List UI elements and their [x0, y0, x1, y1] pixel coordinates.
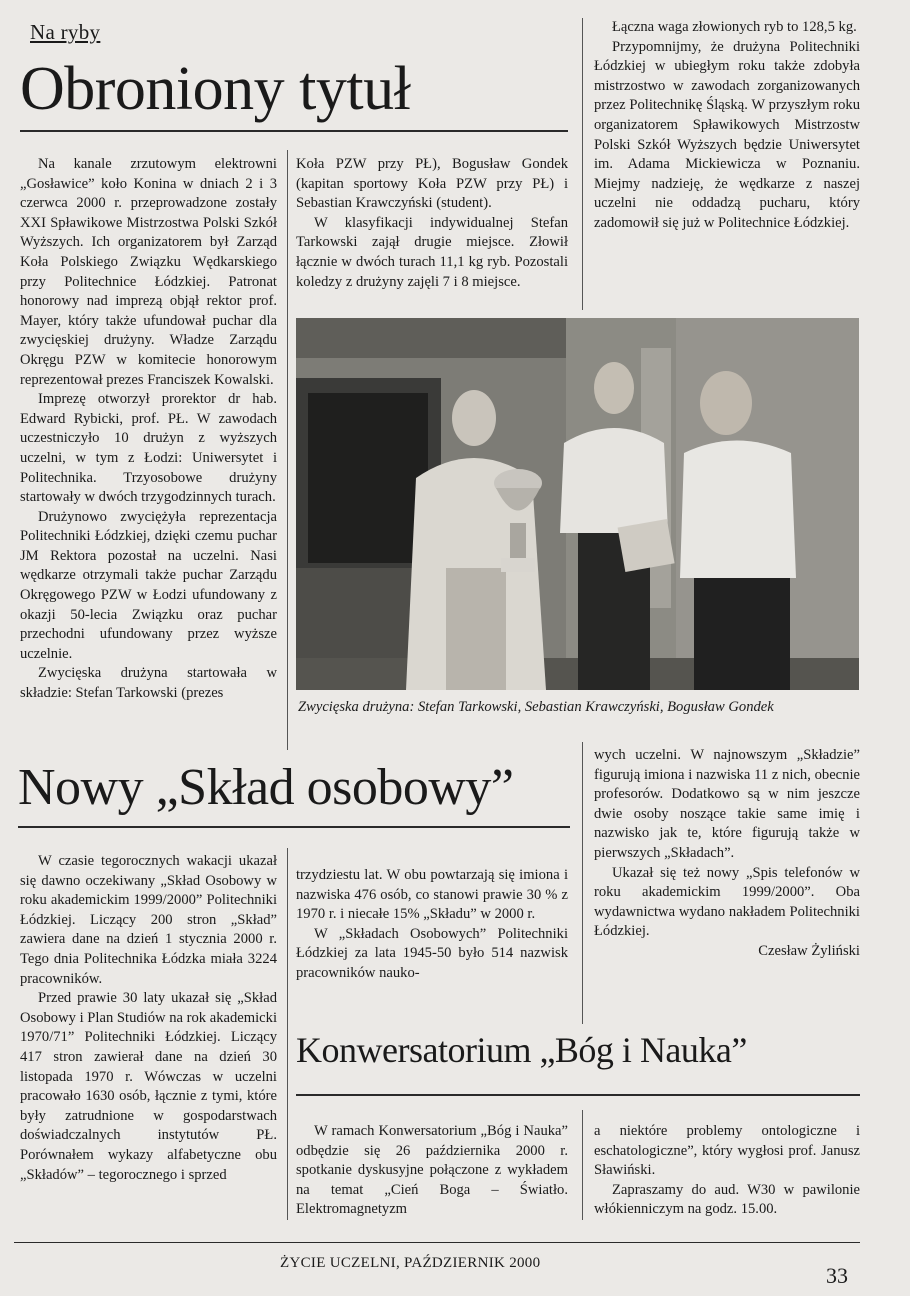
- paragraph: W klasyfikacji indywidualnej Stefan Tarkowski zajął drugie miejsce. Złowił łącznie w dwóch turach 11,1 kg ryb. Pozostali koledzy z drużyny zajęli 7 i 8 miejsce.: [296, 214, 568, 290]
- paragraph: Imprezę otworzył prorektor dr hab. Edward Rybicki, prof. PŁ. W zawodach uczestniczyło 10 drużyn z wyższych uczelni, w tym z Łodzi: Uniwersytet i Politechnika. Trzyosobowe drużyny startowały w dwóch trzygodzinnych turach.: [20, 391, 277, 506]
- column-divider: [287, 848, 288, 1220]
- paragraph: W czasie tegorocznych wakacji ukazał się dawno oczekiwany „Skład Osobowy w roku akademickim 1999/2000” Politechniki Łódzkiej. Liczący 200 stron „Skład” zawiera dane na dzień 1 stycznia 2000 r. Tego dnia Politechnika Łódzka miała 3224 pracowników.: [20, 853, 277, 987]
- headline-rule: [296, 1094, 860, 1096]
- paragraph: Ukazał się też nowy „Spis telefonów w roku akademickim 1999/2000”. Oba wydawnictwa wydano nakładem Politechniki Łódzkiej.: [594, 864, 860, 940]
- article2-column-3: [594, 746, 860, 962]
- paragraph: a niektóre problemy ontologiczne i eschatologiczne”, który wygłosi prof. Janusz Sławiński.: [594, 1123, 860, 1179]
- team-photo-illustration: [296, 318, 859, 690]
- headline-rule: [18, 826, 570, 828]
- paragraph: W ramach Konwersatorium „Bóg i Nauka” odbędzie się 26 października 2000 r. spotkanie dyskusyjne połączone z wykładem na temat „Cień Boga – Światło. Elektromagnetyzm: [296, 1123, 568, 1218]
- article2-column-2: [296, 866, 568, 984]
- paragraph: Przed prawie 30 laty ukazał się „Skład Osobowy i Plan Studiów na rok akademicki 1970/71” Politechniki Łódzkiej. Liczący 417 stron zawierał dane na dzień 30 listopada 1970 r. Wówczas w uczelni pracowało 1630 osób, łącznie z tymi, które były zatrudnione w gospodarstwach doświadczalnych instytutów PŁ. Porównałem wykazy alfabetyczne obu „Składów” – tegorocznego i sprzed: [20, 990, 277, 1183]
- photo-caption: Zwycięska drużyna: Stefan Tarkowski, Sebastian Krawczyński, Bogusław Gondek: [298, 699, 774, 715]
- column-divider: [287, 150, 288, 750]
- section-label: Na ryby: [30, 20, 101, 44]
- article2-headline: Nowy „Skład osobowy”: [18, 759, 514, 816]
- paragraph: Koła PZW przy PŁ), Bogusław Gondek (kapitan sportowy Koła PZW przy PŁ) i Sebastian Krawczyński (student).: [296, 156, 568, 212]
- article1-column-2: [296, 155, 568, 292]
- paragraph: Na kanale zrzutowym elektrowni „Gosławice” koło Konina w dniach 2 i 3 czerwca 2000 r. przeprowadzone zostały XXI Spławikowe Mistrzostwa Polski Szkół Wyższych. Ich organizatorem był Zarząd Koła Polskiego Związku Wędkarskiego przy Politechnice Łódzkiej. Patronat honorowy nad imprezą objął rektor prof. Mayer, który także ufundował puchar dla zwycięskiej drużyny. Władze Zarządu Okręgu PZW w komitecie honorowym reprezentował prezes Franciszek Kowalski.: [20, 156, 277, 388]
- author-signature: Czesław Żyliński: [758, 942, 860, 959]
- paragraph: trzydziestu lat. W obu powtarzają się imiona i nazwiska 476 osób, co stanowi prawie 30 % z 1970 r. i niecałe 15% „Składu” w 2000 r.: [296, 867, 568, 923]
- article1-column-1: [20, 155, 277, 704]
- headline-rule: [20, 130, 568, 132]
- paragraph: Zwycięska drużyna startowała w składzie: Stefan Tarkowski (prezes: [20, 665, 277, 702]
- team-photo: [296, 318, 859, 690]
- paragraph: Drużynowo zwyciężyła reprezentacja Politechniki Łódzkiej, dzięki czemu puchar JM Rektora pozostał na uczelni. Nasi wędkarze otrzymali także puchar Zarządu Okręgowego PZW w Łodzi ufundowany z okazji 50-lecia Związku oraz puchar przechodni ufundowany przez wyższe uczelnie.: [20, 508, 277, 662]
- article3-column-3: [594, 1122, 860, 1220]
- paragraph: W „Składach Osobowych” Politechniki Łódzkiej za lata 1945-50 było 514 nazwisk pracowników nauko-: [296, 925, 568, 981]
- column-divider: [582, 18, 583, 310]
- paragraph: Łączna waga złowionych ryb to 128,5 kg.: [612, 19, 857, 35]
- paragraph: Przypomnijmy, że drużyna Politechniki Łódzkiej w ubiegłym roku także zdobyła mistrzostwo w zawodach zorganizowanych przez Politechnikę Śląską. W przyszłym roku organizatorem Spławikowych Mistrzostw Polski Szkół Wyższych będzie Uniwersytet im. Adama Mickiewicza w Poznaniu. Miejmy nadzieję, że wędkarze z naszej uczelni nie oddadzą pucharu, który zadomowił się już w Politechnice Łódzkiej.: [594, 38, 860, 231]
- paragraph: wych uczelni. W najnowszym „Składzie” figurują imiona i nazwiska 11 z nich, obecnie profesorów. Dodatkowo są w nim jeszcze dwie osoby noszące takie same imię i nazwisko jak te, które figurują także w pierwszych „Składach”.: [594, 747, 860, 861]
- column-divider: [582, 1110, 583, 1220]
- paragraph: Zapraszamy do aud. W30 w pawilonie włókienniczym na godz. 15.00.: [594, 1181, 860, 1218]
- article2-column-1: [20, 852, 277, 1185]
- footer-rule: [14, 1242, 860, 1243]
- article1-headline: Obroniony tytuł: [20, 55, 411, 123]
- article3-column-2: [296, 1122, 568, 1220]
- column-divider: [582, 742, 583, 1024]
- page-number: 33: [826, 1263, 848, 1288]
- article3-headline: Konwersatorium „Bóg i Nauka”: [296, 1030, 747, 1070]
- article1-column-3: [594, 18, 860, 234]
- publication-footer: ŻYCIE UCZELNI, PAŹDZIERNIK 2000: [280, 1255, 541, 1271]
